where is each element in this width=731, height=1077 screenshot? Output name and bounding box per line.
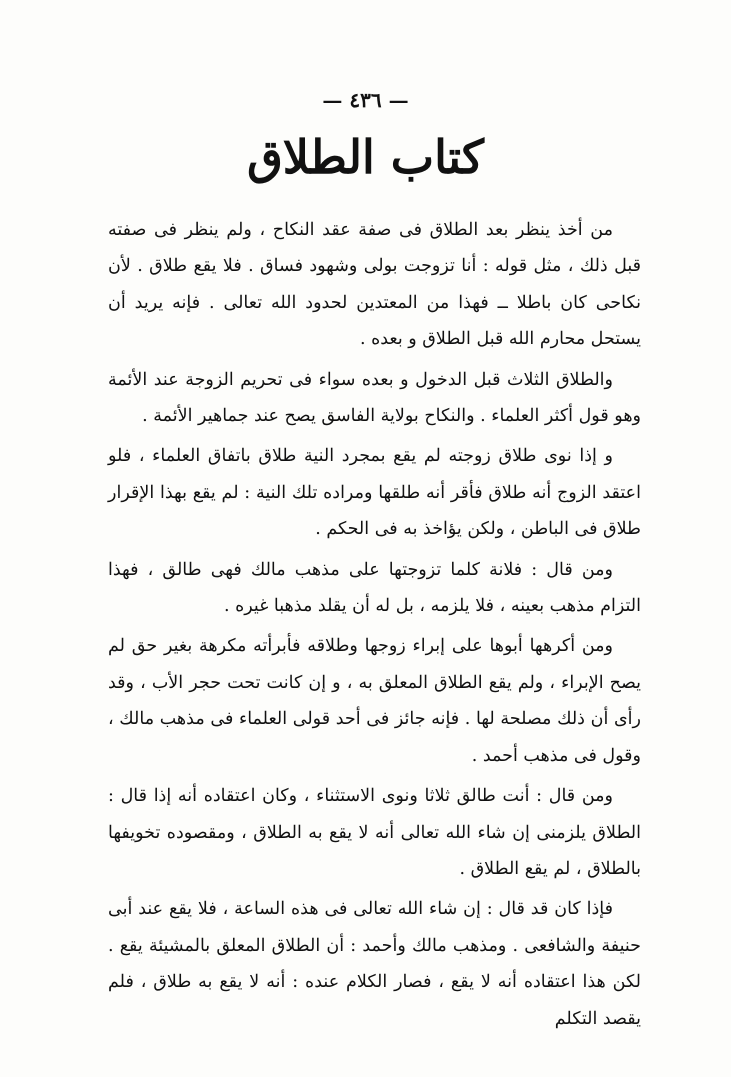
paragraph: و إذا نوى طلاق زوجته لم يقع بمجرد النية طلاق باتفاق العلماء ، فلو اعتقد الزوج أنه طلاق فأقر أنه طلقها ومراده تلك النية : لم يقع بهذا الإقرار طلاق فى الباطن ، ولكن يؤاخذ به فى الحكم . bbox=[108, 446, 641, 540]
paragraph: فإذا كان قد قال : إن شاء الله تعالى فى هذه الساعة ، فلا يقع عند أبى حنيفة والشافعى . ومذهب مالك وأحمد : أن الطلاق المعلق بالمشيئة يقع . لكن هذا اعتقاده أنه لا يقع ، فصار الكلام عنده : أنه لا يقع به طلاق ، فلم يقصد التكلم bbox=[108, 899, 641, 1029]
paragraph: من أخذ ينظر بعد الطلاق فى صفة عقد النكاح ، ولم ينظر فى صفته قبل ذلك ، مثل قوله : أنا تزوجت بولى وشهود فساق . فلا يقع طلاق . لأن نكاحى كان باطلا ــ فهذا من المعتدين لحدود الله تعالى . فإنه يريد أن يستحل محارم الله قبل الطلاق و بعده . bbox=[108, 220, 641, 350]
paragraph: والطلاق الثلاث قبل الدخول و بعده سواء فى تحريم الزوجة عند الأئمة وهو قول أكثر العلماء . والنكاح بولاية الفاسق يصح عند جماهير الأئمة . bbox=[108, 369, 641, 427]
paragraph: ومن أكرهها أبوها على إبراء زوجها وطلاقه فأبرأته مكرهة بغير حق لم يصح الإبراء ، ولم يقع الطلاق المعلق به ، و إن كانت تحت حجر الأب ، وقد رأى أن ذلك مصلحة لها . فإنه جائز فى أحد قولى العلماء فى مذهب مالك ، وقول فى مذهب أحمد . bbox=[108, 636, 641, 766]
chapter-title: كتاب الطلاق bbox=[247, 130, 484, 184]
paragraph: ومن قال : أنت طالق ثلاثا ونوى الاستثناء ، وكان اعتقاده أنه إذا قال : الطلاق يلزمنى إن شاء الله تعالى أنه لا يقع به الطلاق ، ومقصوده تخويفها بالطلاق ، لم يقع الطلاق . bbox=[108, 786, 641, 879]
body-text bbox=[108, 212, 641, 1041]
page-number: — ٤٣٦ — bbox=[322, 88, 409, 112]
paragraph: ومن قال : فلانة كلما تزوجتها على مذهب مالك فهى طالق ، فهذا التزام مذهب بعينه ، فلا يلزمه ، بل له أن يقلد مذهبا غيره . bbox=[108, 559, 641, 617]
